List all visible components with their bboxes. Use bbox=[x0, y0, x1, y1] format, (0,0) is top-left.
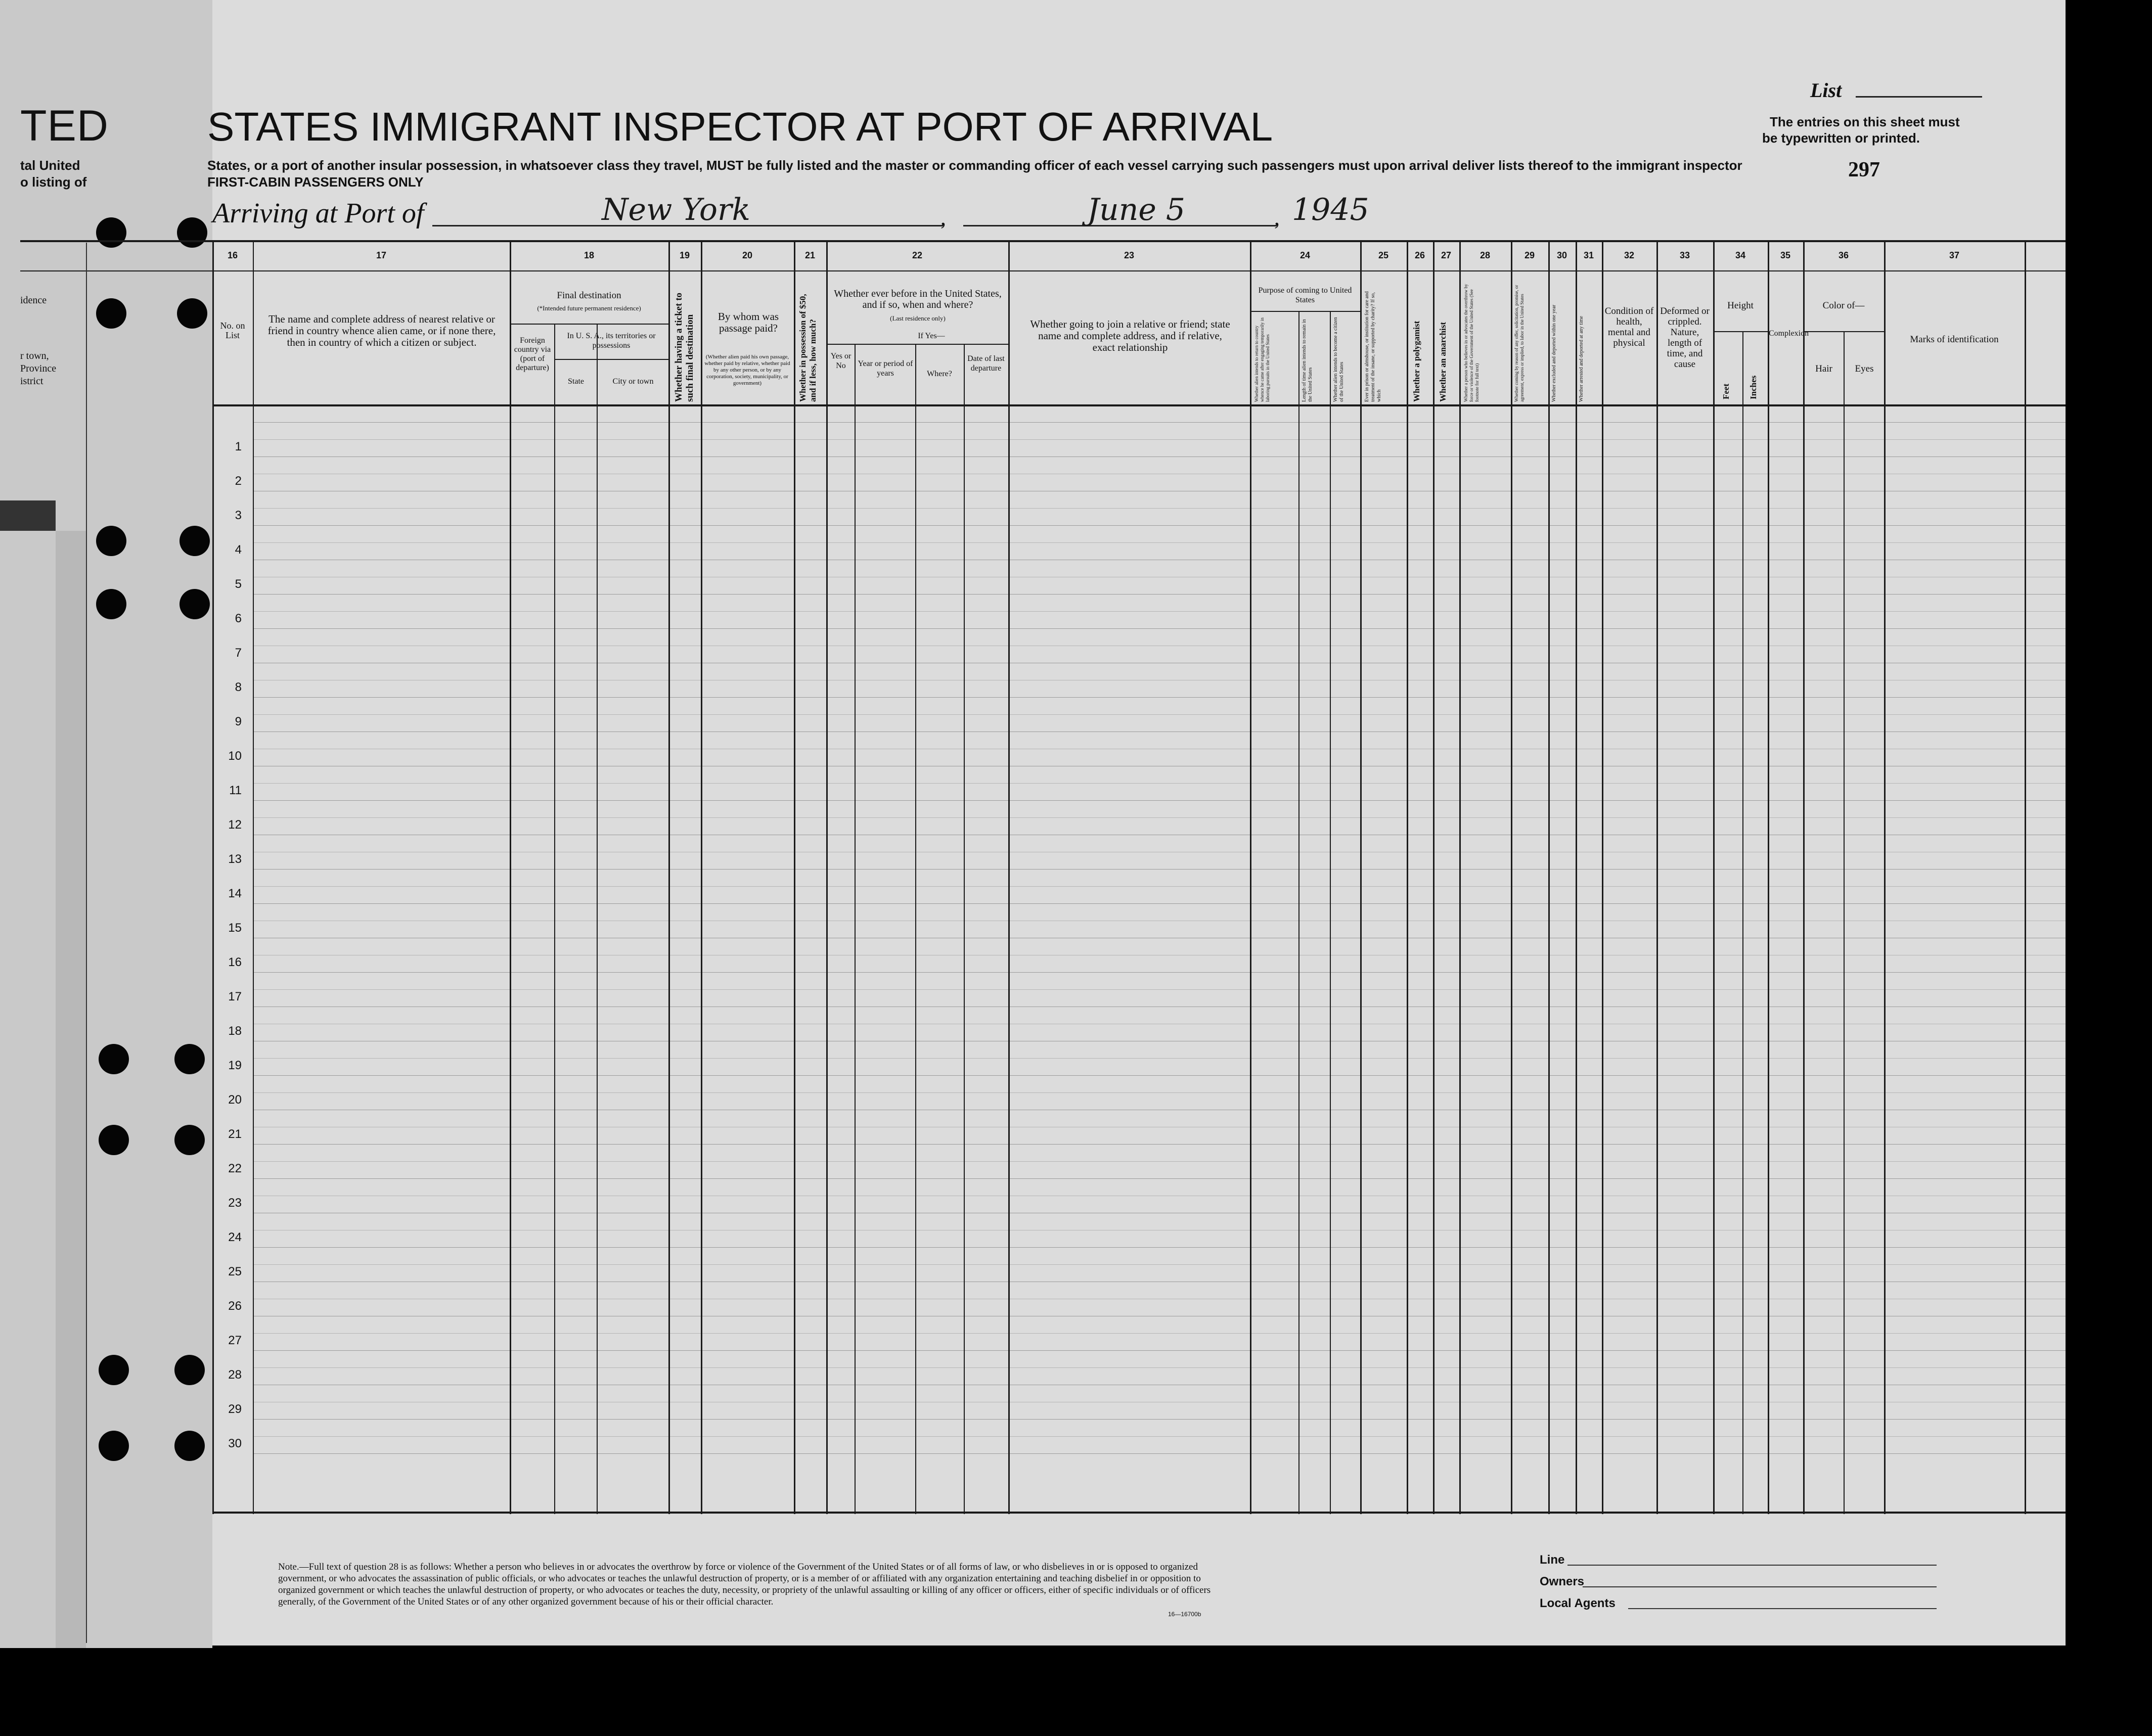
row-rule bbox=[253, 1453, 2066, 1454]
row-rule bbox=[253, 1350, 2066, 1351]
header-overthrow: Whether a person who believes in or advocates the overthrow by force or violence of the Government of the United States (See footnote for full text) bbox=[1463, 284, 1480, 402]
col-rule bbox=[1602, 240, 1603, 1514]
owners-label: Owners bbox=[1540, 1575, 1585, 1588]
row-rule bbox=[253, 594, 2066, 595]
header-polygamist: Whether a polygamist bbox=[1412, 321, 1421, 402]
col-rule bbox=[826, 240, 828, 1514]
punch-hole bbox=[99, 1125, 129, 1155]
row-rule bbox=[253, 508, 2066, 509]
residence-label: idence bbox=[20, 295, 47, 306]
col-rule bbox=[1803, 240, 1805, 1514]
page-title: STATES IMMIGRANT INSPECTOR AT PORT OF ARRIVAL bbox=[207, 104, 1273, 149]
row-number: 2 bbox=[235, 474, 242, 488]
row-number: 12 bbox=[228, 818, 242, 832]
col-number: 30 bbox=[1556, 250, 1567, 260]
left-strip bbox=[0, 0, 212, 1648]
row-rule bbox=[253, 1092, 2066, 1093]
row-rule bbox=[253, 903, 2066, 904]
col-rule bbox=[1548, 240, 1550, 1514]
header-arrested: Whether arrested and deported at any time bbox=[1579, 316, 1584, 402]
row-rule bbox=[253, 628, 2066, 629]
row-number: 7 bbox=[235, 646, 242, 660]
header-ever-before-note: (Last residence only) bbox=[890, 314, 946, 322]
strip-fold bbox=[56, 531, 86, 1648]
header-ever-before: Whether ever before in the United States, and if so, when and where? bbox=[834, 288, 1002, 310]
col-rule bbox=[510, 240, 511, 1514]
header-inches: Inches bbox=[1748, 375, 1758, 399]
header-final-destination-note: (*Intended future permanent residence) bbox=[537, 304, 641, 312]
header-state: State bbox=[568, 377, 584, 386]
row-rule bbox=[253, 1161, 2066, 1162]
form-code: 16—16700b bbox=[1168, 1611, 1201, 1618]
col-number: 35 bbox=[1780, 250, 1791, 260]
header-purpose: Purpose of coming to United States bbox=[1258, 286, 1352, 304]
row-rule bbox=[253, 817, 2066, 818]
row-rule bbox=[253, 783, 2066, 784]
line-label: Line bbox=[1540, 1553, 1565, 1567]
row-number: 29 bbox=[228, 1402, 242, 1416]
col-number: 34 bbox=[1735, 250, 1746, 260]
row-rule bbox=[253, 1058, 2066, 1059]
header-marks: Marks of identification bbox=[1910, 334, 1999, 345]
col-rule bbox=[1008, 240, 1010, 1514]
col-rule bbox=[253, 240, 254, 1514]
left-subtitle-fragment: o listing of bbox=[20, 174, 87, 190]
arriving-label: Arriving at Port of bbox=[212, 198, 424, 229]
row-rule bbox=[253, 1264, 2066, 1265]
row-number: 28 bbox=[228, 1368, 242, 1382]
col-rule bbox=[1656, 240, 1658, 1514]
row-number: 22 bbox=[228, 1162, 242, 1175]
entries-note: The entries on this sheet must bbox=[1770, 114, 1960, 129]
col-number: 19 bbox=[679, 250, 690, 260]
header-anarchist: Whether an anarchist bbox=[1438, 322, 1448, 402]
col-number: 23 bbox=[1124, 250, 1135, 260]
row-rule bbox=[253, 972, 2066, 973]
punch-hole bbox=[177, 298, 207, 329]
row-rule bbox=[253, 439, 2066, 440]
col-rule bbox=[1576, 240, 1577, 1514]
row-number: 11 bbox=[229, 784, 242, 797]
row-number: 15 bbox=[228, 921, 242, 935]
header-usa: In U. S. A., its territories or possessions bbox=[567, 332, 656, 350]
col-rule bbox=[1768, 240, 1769, 1514]
entries-note: be typewritten or printed. bbox=[1762, 130, 1920, 146]
header-if-yes: If Yes— bbox=[918, 332, 945, 340]
col-number: 28 bbox=[1480, 250, 1491, 260]
row-number: 21 bbox=[228, 1127, 242, 1141]
header-bottom-rule bbox=[212, 404, 2066, 406]
header-yes-no: Yes or No bbox=[830, 352, 851, 370]
header-passage-note: (Whether alien paid his own passage, whether paid by relative, whether paid by any other person, or by any corporation, society, municipality, or government) bbox=[704, 354, 790, 386]
punch-hole bbox=[99, 1355, 129, 1385]
row-number: 3 bbox=[235, 509, 242, 522]
col-number: 29 bbox=[1524, 250, 1535, 260]
row-number: 30 bbox=[228, 1437, 242, 1450]
header-complexion: Complexion bbox=[1769, 329, 1809, 338]
row-rule bbox=[253, 989, 2066, 990]
col-rule bbox=[1511, 240, 1512, 1514]
header-contract-labor: Whether coming by reason of any offer, solicitation, promise, or agreement, express or implied, to labor in the United States bbox=[1514, 285, 1525, 402]
passenger-class: FIRST-CABIN PASSENGERS ONLY bbox=[207, 174, 424, 190]
sheet-number: 297 bbox=[1848, 158, 1880, 181]
row-rule bbox=[253, 456, 2066, 457]
agents-underline bbox=[1628, 1608, 1937, 1609]
punch-hole bbox=[99, 1431, 129, 1461]
col-rule bbox=[2025, 240, 2026, 1514]
col-rule bbox=[1713, 240, 1715, 1514]
table-bottom-rule bbox=[212, 1512, 2066, 1514]
row-rule bbox=[253, 714, 2066, 715]
row-number: 10 bbox=[228, 749, 242, 763]
col-rule bbox=[1433, 240, 1434, 1514]
header-eyes: Eyes bbox=[1855, 363, 1874, 374]
punch-hole bbox=[174, 1044, 205, 1074]
left-subtitle-fragment: tal United bbox=[20, 158, 80, 173]
row-number: 1 bbox=[235, 440, 242, 453]
row-rule bbox=[253, 422, 2066, 423]
row-rule bbox=[253, 525, 2066, 526]
punch-hole bbox=[96, 526, 126, 556]
header-no-on-list: No. on List bbox=[220, 321, 245, 340]
punch-hole bbox=[174, 1431, 205, 1461]
col-rule bbox=[1360, 240, 1362, 1514]
row-rule bbox=[253, 1178, 2066, 1179]
col-rule bbox=[668, 240, 670, 1514]
footnote: Note.—Full text of question 28 is as follows: Whether a person who believes in or advocates the overthrow by force or violence of the Government of the United States or of all forms of law, or who disbelieves in or is opposed to organized government, or who advocates the assassination of public officials, or who advocates or teaches the unlawful destruction of property, or is a member of or affiliated with any organization entertaining and teaching disbelief in or opposition to organized government or which teaches the unlawful destruction of property, or who advocates or teaches the duty, necessity, or propriety of the unlawful assaulting or killing of any officer or officers, either of specific individuals or of officers generally, of the Government of the United States or of any other organized government because of his or their official character. bbox=[278, 1562, 1211, 1607]
port-value: New York bbox=[602, 192, 750, 227]
strip-rule bbox=[86, 243, 87, 1643]
header-excluded: Whether excluded and deported within one year bbox=[1551, 304, 1557, 402]
col-rule bbox=[1742, 331, 1743, 1514]
header-period: Year or period of years bbox=[858, 359, 913, 378]
row-rule bbox=[253, 542, 2066, 543]
col-rule bbox=[212, 240, 214, 1514]
row-rule bbox=[253, 1436, 2066, 1437]
col-rule bbox=[1298, 311, 1299, 1514]
row-number: 26 bbox=[228, 1299, 242, 1313]
comma: , bbox=[1274, 205, 1280, 230]
header-health: Condition of health, mental and physical bbox=[1604, 306, 1654, 348]
town-label: r town, bbox=[20, 350, 49, 361]
subheader-rule bbox=[510, 324, 668, 325]
col-number: 16 bbox=[227, 250, 238, 260]
punch-hole bbox=[177, 217, 207, 248]
col-number: 36 bbox=[1838, 250, 1849, 260]
comma: , bbox=[940, 205, 946, 230]
col-rule bbox=[701, 240, 702, 1514]
row-number: 23 bbox=[228, 1196, 242, 1210]
line-underline bbox=[1567, 1565, 1937, 1566]
row-number: 20 bbox=[228, 1093, 242, 1107]
col-number: 27 bbox=[1441, 250, 1452, 260]
row-number: 25 bbox=[228, 1265, 242, 1278]
col-number: 20 bbox=[742, 250, 753, 260]
col-rule bbox=[1407, 240, 1408, 1514]
col-number: 21 bbox=[804, 250, 816, 260]
col-number: 24 bbox=[1299, 250, 1311, 260]
col-number: 17 bbox=[376, 250, 387, 260]
header-length-stay: Length of time alien intends to remain in the United States bbox=[1302, 319, 1313, 402]
header-nearest-relative: The name and complete address of nearest relative or friend in country whence alien came, or if none there, then in country of which a citizen or subject. bbox=[267, 313, 496, 348]
header-join-relative: Whether going to join a relative or friend; state name and complete address, and if relative, exact relationship bbox=[1030, 318, 1230, 353]
row-rule bbox=[253, 697, 2066, 698]
header-passage-paid: By whom was passage paid? bbox=[718, 310, 779, 334]
row-rule bbox=[253, 1075, 2066, 1076]
header-color-of: Color of— bbox=[1822, 300, 1865, 311]
header-become-citizen: Whether alien intends to become a citizen of the United States bbox=[1333, 317, 1344, 402]
header-return-country: Whether alien intends to return to country whence he came after engaging temporarily in laboring pursuits in the United States bbox=[1254, 317, 1270, 402]
col-number: 22 bbox=[912, 250, 923, 260]
header-foreign-country: Foreign country via (port of departure) bbox=[514, 336, 551, 372]
header-final-destination: Final destination bbox=[557, 290, 621, 301]
punch-hole bbox=[96, 589, 126, 619]
header-feet: Feet bbox=[1721, 383, 1731, 399]
subheader-rule bbox=[826, 344, 1008, 345]
col-rule bbox=[1250, 240, 1251, 1514]
header-hair: Hair bbox=[1815, 363, 1832, 374]
district-label: istrict bbox=[20, 376, 43, 387]
row-number: 19 bbox=[228, 1059, 242, 1072]
row-rule bbox=[253, 611, 2066, 612]
punch-hole bbox=[96, 298, 126, 329]
row-rule bbox=[253, 800, 2066, 801]
header-where: Where? bbox=[927, 370, 952, 378]
row-rule bbox=[253, 1367, 2066, 1368]
col-number: 33 bbox=[1679, 250, 1690, 260]
col-rule bbox=[915, 344, 916, 1514]
header-height: Height bbox=[1727, 300, 1754, 311]
subheader-rule bbox=[1803, 331, 1884, 332]
row-number: 9 bbox=[235, 715, 242, 728]
year-value: 1945 bbox=[1292, 192, 1369, 227]
col-rule bbox=[964, 344, 965, 1514]
agents-label: Local Agents bbox=[1540, 1596, 1616, 1610]
row-number: 18 bbox=[228, 1024, 242, 1038]
col-number: 31 bbox=[1583, 250, 1594, 260]
strip-tab bbox=[0, 500, 56, 531]
header-city: City or town bbox=[612, 377, 654, 386]
list-line bbox=[1856, 96, 1982, 98]
punch-hole bbox=[96, 217, 126, 248]
province-label: Province bbox=[20, 363, 57, 374]
punch-hole bbox=[180, 589, 210, 619]
punch-hole bbox=[174, 1125, 205, 1155]
col-rule bbox=[1844, 331, 1845, 1514]
row-number: 27 bbox=[228, 1334, 242, 1347]
date-value: June 5 bbox=[1087, 192, 1186, 227]
punch-hole bbox=[180, 526, 210, 556]
row-rule bbox=[253, 1247, 2066, 1248]
row-number: 8 bbox=[235, 680, 242, 694]
punch-hole bbox=[99, 1044, 129, 1074]
col-number: 25 bbox=[1378, 250, 1389, 260]
subheader-rule bbox=[1250, 311, 1360, 312]
row-number: 16 bbox=[228, 955, 242, 969]
list-label: List bbox=[1810, 79, 1842, 102]
col-number: 32 bbox=[1624, 250, 1635, 260]
col-rule bbox=[855, 344, 856, 1514]
colnum-rule bbox=[20, 270, 2066, 271]
table-top-rule bbox=[20, 240, 2066, 242]
page-subtitle: States, or a port of another insular possession, in whatsoever class they travel, MUST be fully listed and the master or commanding officer of each vessel carrying such passengers must upon arrival deliver lists thereof to the immigrant inspector bbox=[207, 158, 1742, 173]
header-prison: Ever in prison or almshouse, or institution for care and treatment of the insane, or supported by charity? If so, which bbox=[1364, 291, 1382, 402]
row-number: 13 bbox=[228, 852, 242, 866]
subheader-rule bbox=[1713, 331, 1768, 332]
col-rule bbox=[1884, 240, 1886, 1514]
row-number: 17 bbox=[228, 990, 242, 1003]
row-number: 14 bbox=[228, 887, 242, 900]
col-rule bbox=[1459, 240, 1461, 1514]
col-rule bbox=[597, 324, 598, 1514]
row-number: 4 bbox=[235, 543, 242, 557]
punch-hole bbox=[174, 1355, 205, 1385]
col-rule bbox=[554, 324, 555, 1514]
row-number: 5 bbox=[235, 577, 242, 591]
col-rule bbox=[794, 240, 795, 1514]
row-rule bbox=[253, 886, 2066, 887]
left-title-fragment: TED bbox=[20, 102, 109, 150]
col-rule bbox=[1330, 311, 1331, 1514]
header-ticket: Whether having a ticket to such final destination bbox=[674, 292, 695, 402]
row-rule bbox=[253, 1333, 2066, 1334]
row-rule bbox=[253, 1144, 2066, 1145]
owners-underline bbox=[1583, 1586, 1937, 1587]
header-last-departure: Date of last departure bbox=[967, 354, 1005, 373]
row-rule bbox=[253, 1419, 2066, 1420]
col-number: 26 bbox=[1414, 250, 1425, 260]
subheader-rule bbox=[554, 359, 668, 360]
row-number: 6 bbox=[235, 612, 242, 625]
col-number: 37 bbox=[1949, 250, 1960, 260]
row-number: 24 bbox=[228, 1230, 242, 1244]
col-number: 18 bbox=[584, 250, 595, 260]
header-fifty-dollars: Whether in possession of $50, and if less, how much? bbox=[798, 294, 818, 402]
row-rule bbox=[253, 869, 2066, 870]
header-deformed: Deformed or crippled. Nature, length of time, and cause bbox=[1660, 306, 1710, 370]
